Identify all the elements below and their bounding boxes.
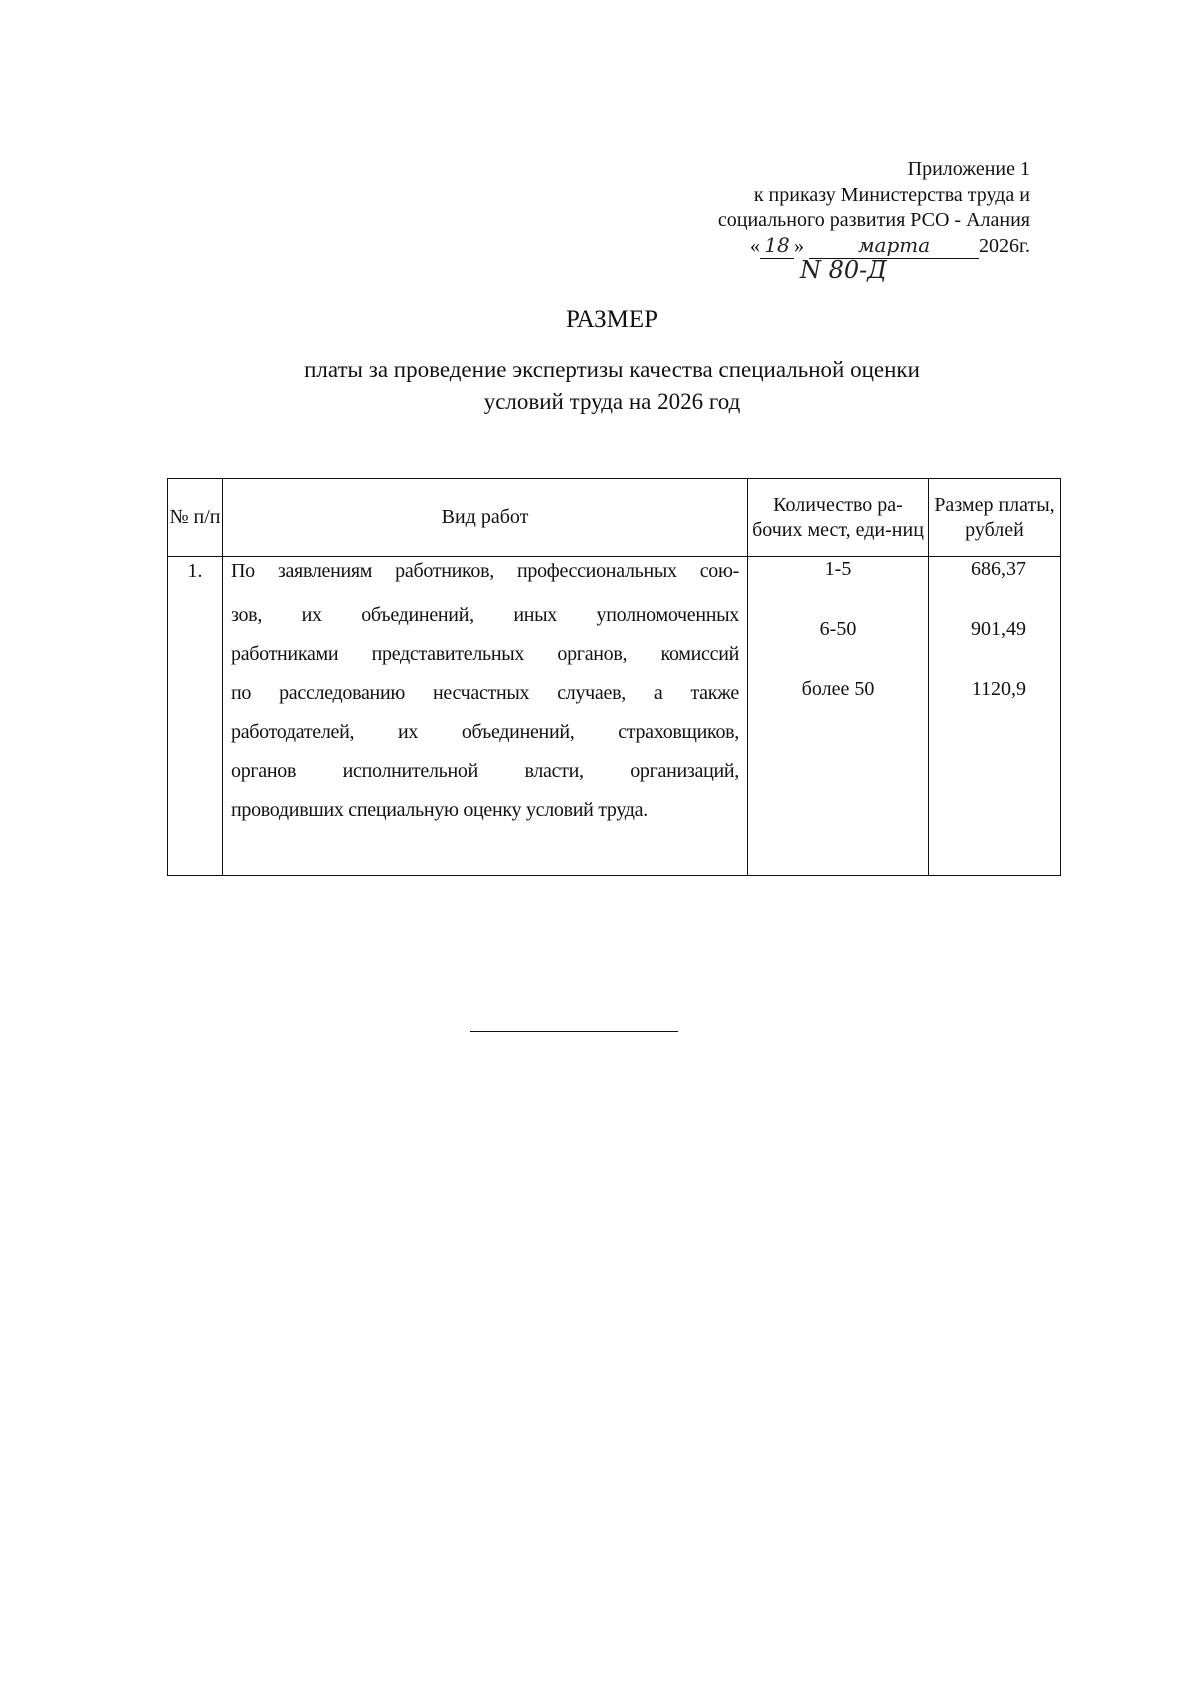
row-fees: 686,37 901,49 1120,9 [929, 557, 1061, 876]
row-counts: 1-5 6-50 более 50 [748, 557, 929, 876]
header-count: Количество ра-бочих мест, еди-ниц [748, 479, 929, 557]
row-work: По заявлениям работников, профессиональных сою- зов, их объединений, иных уполномоченных работниками представительных органов, комиссий по расследованию несчастных случаев, а также работодателей, их объединений, страховщиков, органов исполнительной власти, организаций, проводивших специальную оценку условий труда. [223, 557, 748, 876]
row-num: 1. [168, 557, 223, 876]
date-month: марта [809, 233, 979, 259]
header-fee: Размер платы, рублей [929, 479, 1061, 557]
table-header-row [168, 479, 1061, 557]
ministry-name: социального развития РСО - Алания [717, 209, 1030, 231]
document-title: РАЗМЕР [565, 306, 659, 333]
date-year: 2026г. [979, 235, 1030, 257]
order-reference: к приказу Министерства труда и [753, 184, 1030, 206]
date-day: 18 [760, 233, 794, 259]
table-row [168, 557, 1061, 876]
closing-rule [470, 1031, 678, 1032]
header-work: Вид работ [223, 479, 748, 557]
document-subtitle: платы за проведение экспертизы качества специальной оценки условий труда на 2026 год [304, 357, 920, 414]
appendix-label: Приложение 1 [907, 158, 1030, 180]
order-number-handwritten: N 80-Д [800, 256, 887, 284]
fee-table [167, 478, 1061, 876]
order-date: « 18 » марта 2026г. [750, 233, 1030, 257]
header-num: № п/п [168, 479, 223, 557]
